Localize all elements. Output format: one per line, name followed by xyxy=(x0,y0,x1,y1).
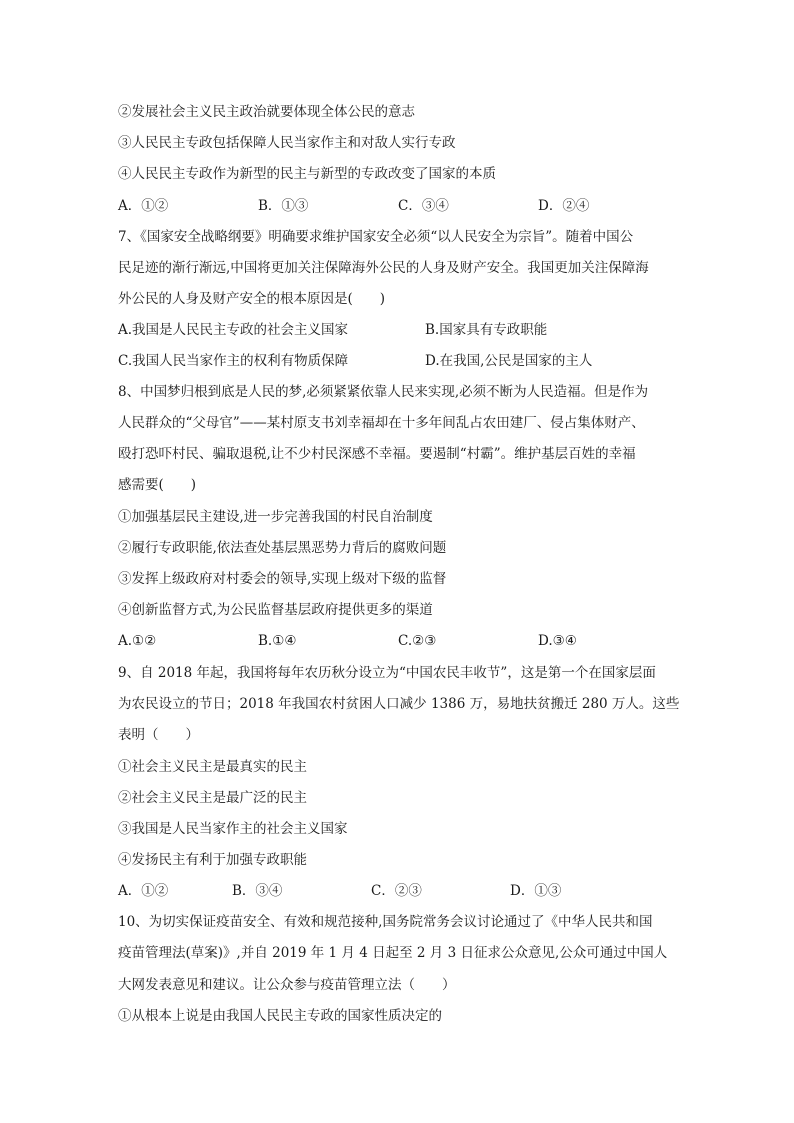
q9-item-1: ①社会主义民主是最真实的民主 xyxy=(118,759,307,775)
q8-item-4: ④创新监督方式,为公民监督基层政府提供更多的渠道 xyxy=(118,602,433,618)
q9-item-3: ③我国是人民当家作主的社会主义国家 xyxy=(118,821,348,837)
q8-option-c: C.②③ xyxy=(398,633,437,649)
q9-option-a: A．①② xyxy=(118,883,169,899)
q6-option-b: B．①③ xyxy=(258,198,309,214)
q10-stem-line-3: 大网发表意见和建议。让公众参与疫苗管理立法（ ） xyxy=(118,977,456,993)
q9-option-d: D．①③ xyxy=(510,883,562,899)
q8-item-1: ①加强基层民主建设,进一步完善我国的村民自治制度 xyxy=(118,509,433,525)
q7-stem-line-3: 外公民的人身及财产安全的根本原因是( ) xyxy=(118,291,386,307)
q9-stem-line-1: 9、自 2018 年起，我国将每年农历秋分设立为“中国农民丰收节”，这是第一个在国家层面 xyxy=(118,665,656,681)
q6-item-2: ②发展社会主义民主政治就要体现全体公民的意志 xyxy=(118,104,415,120)
q8-item-3: ③发挥上级政府对村委会的领导,实现上级对下级的监督 xyxy=(118,571,447,587)
q9-stem-line-3: 表明（ ） xyxy=(118,727,199,743)
q8-stem-line-2: 人民群众的“父母官”——某村原支书刘幸福却在十多年间乱占农田建厂、侵占集体财产、 xyxy=(118,415,645,431)
q10-item-1: ①从根本上说是由我国人民民主专政的国家性质决定的 xyxy=(118,1008,442,1024)
q9-stem-line-2: 为农民设立的节日；2018 年我国农村贫困人口减少 1386 万，易地扶贫搬迁 280 万人。这些 xyxy=(118,696,680,712)
q6-option-c: C．③④ xyxy=(398,198,449,214)
q8-option-d: D.③④ xyxy=(538,633,577,649)
q7-stem-line-2: 民足迹的渐行渐远,中国将更加关注保障海外公民的人身及财产安全。我国更加关注保障海 xyxy=(118,260,649,276)
q8-stem-line-1: 8、中国梦归根到底是人民的梦,必须紧紧依靠人民来实现,必须不断为人民造福。但是作为 xyxy=(118,384,649,400)
q8-option-b: B.①④ xyxy=(258,633,297,649)
q8-stem-line-4: 感需要( ) xyxy=(118,477,197,493)
q8-stem-line-3: 殴打恐吓村民、骗取退税,让不少村民深感不幸福。要遏制“村霸”。维护基层百姓的幸福 xyxy=(118,446,636,462)
q10-stem-line-2: 疫苗管理法(草案)》,并自 2019 年 1 月 4 日起至 2 月 3 日征求公众意见,公众可通过中国人 xyxy=(118,945,668,961)
q7-option-c: C.我国人民当家作主的权利有物质保障 xyxy=(118,353,349,369)
q7-stem-line-1: 7、《国家安全战略纲要》明确要求维护国家安全必须“以人民安全为宗旨”。随着中国公 xyxy=(118,229,634,245)
q10-stem-line-1: 10、为切实保证疫苗安全、有效和规范接种,国务院常务会议讨论通过了《中华人民共和国 xyxy=(118,914,653,930)
q9-option-c: C．②③ xyxy=(371,883,422,899)
q9-item-2: ②社会主义民主是最广泛的民主 xyxy=(118,790,307,806)
q7-option-a: A.我国是人民民主专政的社会主义国家 xyxy=(118,322,349,338)
q6-item-3: ③人民民主专政包括保障人民当家作主和对敌人实行专政 xyxy=(118,135,456,151)
q6-option-a: A．①② xyxy=(118,198,169,214)
q6-option-d: D．②④ xyxy=(538,198,590,214)
q7-option-b: B.国家具有专政职能 xyxy=(425,322,548,338)
q9-item-4: ④发扬民主有利于加强专政职能 xyxy=(118,852,307,868)
q9-option-b: B．③④ xyxy=(232,883,283,899)
q8-option-a: A.①② xyxy=(118,633,157,649)
q7-option-d: D.在我国,公民是国家的主人 xyxy=(425,353,593,369)
q6-item-4: ④人民民主专政作为新型的民主与新型的专政改变了国家的本质 xyxy=(118,166,496,182)
q8-item-2: ②履行专政职能,依法查处基层黑恶势力背后的腐败问题 xyxy=(118,540,447,556)
